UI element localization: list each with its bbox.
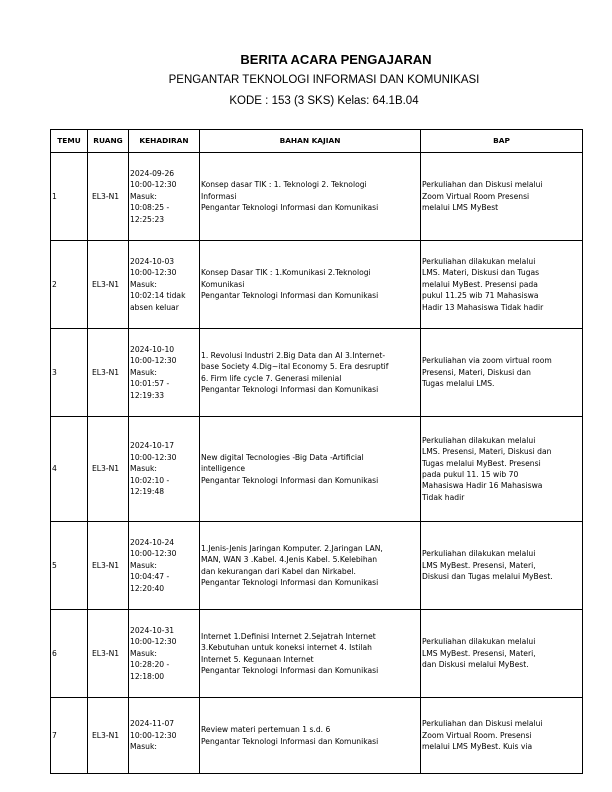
column-header-bap: BAP: [421, 130, 583, 153]
bahan-kajian-line: Internet 5. Kegunaan Internet: [201, 654, 314, 664]
kehadiran-line: 10:00-12:30: [130, 637, 177, 647]
kehadiran-line: 10:04:47 -: [130, 572, 170, 582]
bahan-kajian-line: base Society 4.Dig~ital Economy 5. Era desruptif: [201, 362, 389, 372]
bahan-kajian-line: Pengantar Teknologi Informasi dan Komunikasi: [201, 203, 379, 213]
cell-bap: [421, 153, 583, 241]
kehadiran-line: Masuk:: [130, 464, 157, 474]
cell-ruang: EL3-N1: [88, 522, 129, 610]
column-header-bahan-kajian: BAHAN KAJIAN: [200, 130, 421, 153]
kehadiran-line: 10:00-12:30: [130, 549, 177, 559]
cell-kehadiran: [129, 610, 200, 698]
cell-temu: 7: [51, 698, 88, 774]
bahan-kajian-line: Pengantar Teknologi Informasi dan Komunikasi: [201, 736, 379, 746]
bahan-kajian-line: Pengantar Teknologi Informasi dan Komunikasi: [201, 577, 379, 587]
cell-temu: 6: [51, 610, 88, 698]
cell-ruang: EL3-N1: [88, 417, 129, 522]
kehadiran-line: 10:00-12:30: [130, 356, 177, 366]
cell-kehadiran: [129, 522, 200, 610]
bap-line: Hadir 13 Mahasiswa Tidak hadir: [422, 302, 544, 312]
cell-ruang: EL3-N1: [88, 153, 129, 241]
kehadiran-line: Masuk:: [130, 367, 157, 377]
cell-temu: 5: [51, 522, 88, 610]
kehadiran-line: 10:28:20 -: [130, 660, 170, 670]
cell-kehadiran: [129, 698, 200, 774]
cell-bahan-kajian: [200, 417, 421, 522]
course-name: PENGANTAR TEKNOLOGI INFORMASI DAN KOMUNIKASI: [168, 74, 480, 86]
cell-ruang: EL3-N1: [88, 241, 129, 329]
bap-line: Perkuliahan dan Diskusi melalui: [422, 180, 543, 190]
column-header-kehadiran: KEHADIRAN: [129, 130, 200, 153]
bahan-kajian-line: Konsep Dasar TIK : 1.Komunikasi 2.Teknologi: [201, 268, 371, 278]
bap-line: melalui LMS MyBest. Kuis via: [422, 742, 533, 752]
kehadiran-line: absen keluar: [130, 302, 179, 312]
bap-line: Diskusi dan Tugas melalui MyBest.: [422, 572, 553, 582]
bap-line: Perkuliahan dilakukan melalui: [422, 637, 536, 647]
cell-temu: 3: [51, 329, 88, 417]
bap-line: LMS. Materi, Diskusi dan Tugas: [422, 268, 540, 278]
kehadiran-line: 10:02:10 -: [130, 475, 170, 485]
kehadiran-line: 10:00-12:30: [130, 452, 177, 462]
bap-line: LMS MyBest. Presensi, Materi,: [422, 560, 536, 570]
bap-line: Perkuliahan via zoom virtual room: [422, 356, 552, 366]
cell-bahan-kajian: [200, 153, 421, 241]
kehadiran-line: 2024-10-31: [130, 625, 175, 635]
table-row: [51, 329, 583, 417]
kehadiran-line: 2024-09-26: [130, 168, 175, 178]
bahan-kajian-line: Internet 1.Definisi Internet 2.Sejatrah Internet: [201, 631, 376, 641]
bap-line: pukul 11.25 wib 71 Mahasiswa: [422, 291, 539, 301]
table-row: [51, 417, 583, 522]
cell-ruang: EL3-N1: [88, 698, 129, 774]
kehadiran-line: Masuk:: [130, 560, 157, 570]
cell-bap: [421, 610, 583, 698]
kehadiran-line: 10:00-12:30: [130, 180, 177, 190]
bap-line: Zoom Virtual Room. Presensi: [422, 730, 532, 740]
kehadiran-line: 12:19:48: [130, 487, 165, 497]
bap-line: Perkuliahan dilakukan melalui: [422, 256, 536, 266]
cell-bap: [421, 329, 583, 417]
table-row: [51, 610, 583, 698]
cell-bahan-kajian: [200, 610, 421, 698]
kehadiran-line: 2024-10-17: [130, 441, 175, 451]
bap-line: melalui MyBest. Presensi pada: [422, 279, 538, 289]
cell-bap: [421, 241, 583, 329]
kehadiran-line: Masuk:: [130, 279, 157, 289]
kehadiran-line: 10:00-12:30: [130, 268, 177, 278]
cell-bap: [421, 417, 583, 522]
bahan-kajian-line: Konsep dasar TIK : 1. Teknologi 2. Teknologi: [201, 180, 367, 190]
cell-temu: 4: [51, 417, 88, 522]
table-header-row: [51, 130, 583, 153]
cell-bahan-kajian: [200, 329, 421, 417]
bahan-kajian-line: Review materi pertemuan 1 s.d. 6: [201, 725, 331, 735]
bap-line: Tugas melalui MyBest. Presensi: [422, 458, 541, 468]
bap-line: Zoom Virtual Room Presensi: [422, 191, 530, 201]
kehadiran-line: 12:18:00: [130, 671, 165, 681]
bap-line: melalui LMS MyBest: [422, 203, 499, 213]
kehadiran-line: 10:02:14 tidak: [130, 291, 186, 301]
kehadiran-line: 10:00-12:30: [130, 730, 177, 740]
bap-line: Tugas melalui LMS.: [422, 379, 495, 389]
bahan-kajian-line: dan kekurangan dari Kabel dan Nirkabel.: [201, 566, 356, 576]
table-row: [51, 241, 583, 329]
table-row: [51, 698, 583, 774]
column-header-ruang: RUANG: [88, 130, 129, 153]
bap-line: Perkuliahan dilakukan melalui: [422, 435, 536, 445]
document-title: BERITA ACARA PENGAJARAN: [240, 52, 432, 67]
bap-line: Perkuliahan dan Diskusi melalui: [422, 719, 543, 729]
kehadiran-line: 10:01:57 -: [130, 379, 170, 389]
bahan-kajian-line: 1.Jenis-Jenis Jaringan Komputer. 2.Jaringan LAN,: [201, 543, 383, 553]
bap-line: pada pukul 11. 15 wib 70: [422, 470, 519, 479]
cell-ruang: EL3-N1: [88, 329, 129, 417]
table-row: [51, 522, 583, 610]
cell-kehadiran: [129, 153, 200, 241]
kehadiran-line: Masuk:: [130, 648, 157, 658]
bap-line: Presensi, Materi, Diskusi dan: [422, 367, 531, 377]
cell-bap: [421, 698, 583, 774]
bahan-kajian-line: Informasi: [201, 191, 237, 201]
course-code-line: KODE : 153 (3 SKS) Kelas: 64.1B.04: [229, 95, 419, 107]
column-header-temu: TEMU: [51, 130, 88, 153]
bahan-kajian-line: 3.Kebutuhan untuk koneksi internet 4. Istilah: [201, 643, 372, 653]
kehadiran-line: 2024-10-24: [130, 537, 175, 547]
bahan-kajian-line: Pengantar Teknologi Informasi dan Komunikasi: [201, 665, 379, 675]
cell-ruang: EL3-N1: [88, 610, 129, 698]
bahan-kajian-line: intelligence: [201, 464, 246, 474]
cell-bahan-kajian: [200, 522, 421, 610]
kehadiran-line: 12:25:23: [130, 214, 165, 224]
bahan-kajian-line: Pengantar Teknologi Informasi dan Komunikasi: [201, 475, 379, 485]
cell-temu: 1: [51, 153, 88, 241]
bap-line: LMS. Presensi, Materi, Diskusi dan: [422, 447, 552, 457]
bap-line: Tidak hadir: [422, 492, 465, 502]
bap-line: Mahasiswa Hadir 16 Mahasiswa: [422, 481, 543, 491]
bahan-kajian-line: New digital Tecnologies -Big Data -Artificial: [201, 452, 364, 462]
table-row: [51, 153, 583, 241]
cell-temu: 2: [51, 241, 88, 329]
attendance-table: [50, 129, 583, 774]
bap-line: Perkuliahan dilakukan melalui: [422, 549, 536, 559]
kehadiran-line: 2024-10-10: [130, 344, 175, 354]
kehadiran-line: 2024-11-07: [130, 719, 175, 729]
bap-line: LMS MyBest. Presensi, Materi,: [422, 648, 536, 658]
cell-kehadiran: [129, 329, 200, 417]
bahan-kajian-line: 1. Revolusi Industri 2.Big Data dan AI 3.Internet-: [201, 350, 386, 360]
kehadiran-line: Masuk:: [130, 191, 157, 201]
cell-bahan-kajian: [200, 698, 421, 774]
bahan-kajian-line: Pengantar Teknologi Informasi dan Komunikasi: [201, 291, 379, 301]
kehadiran-line: 2024-10-03: [130, 256, 175, 266]
cell-bahan-kajian: [200, 241, 421, 329]
kehadiran-line: Masuk:: [130, 742, 157, 752]
kehadiran-line: 12:20:40: [130, 583, 165, 593]
bahan-kajian-line: 6. Firm life cycle 7. Generasi milenial: [201, 373, 342, 383]
cell-kehadiran: [129, 241, 200, 329]
bahan-kajian-line: MAN, WAN 3 .Kabel. 4.Jenis Kabel. 5.Kelebihan: [201, 555, 378, 565]
cell-bap: [421, 522, 583, 610]
bahan-kajian-line: Pengantar Teknologi Informasi dan Komunikasi: [201, 384, 379, 394]
bahan-kajian-line: Komunikasi: [201, 279, 245, 289]
kehadiran-line: 10:08:25 -: [130, 203, 170, 213]
cell-kehadiran: [129, 417, 200, 522]
bap-line: dan Diskusi melalui MyBest.: [422, 660, 529, 670]
kehadiran-line: 12:19:33: [130, 390, 165, 400]
